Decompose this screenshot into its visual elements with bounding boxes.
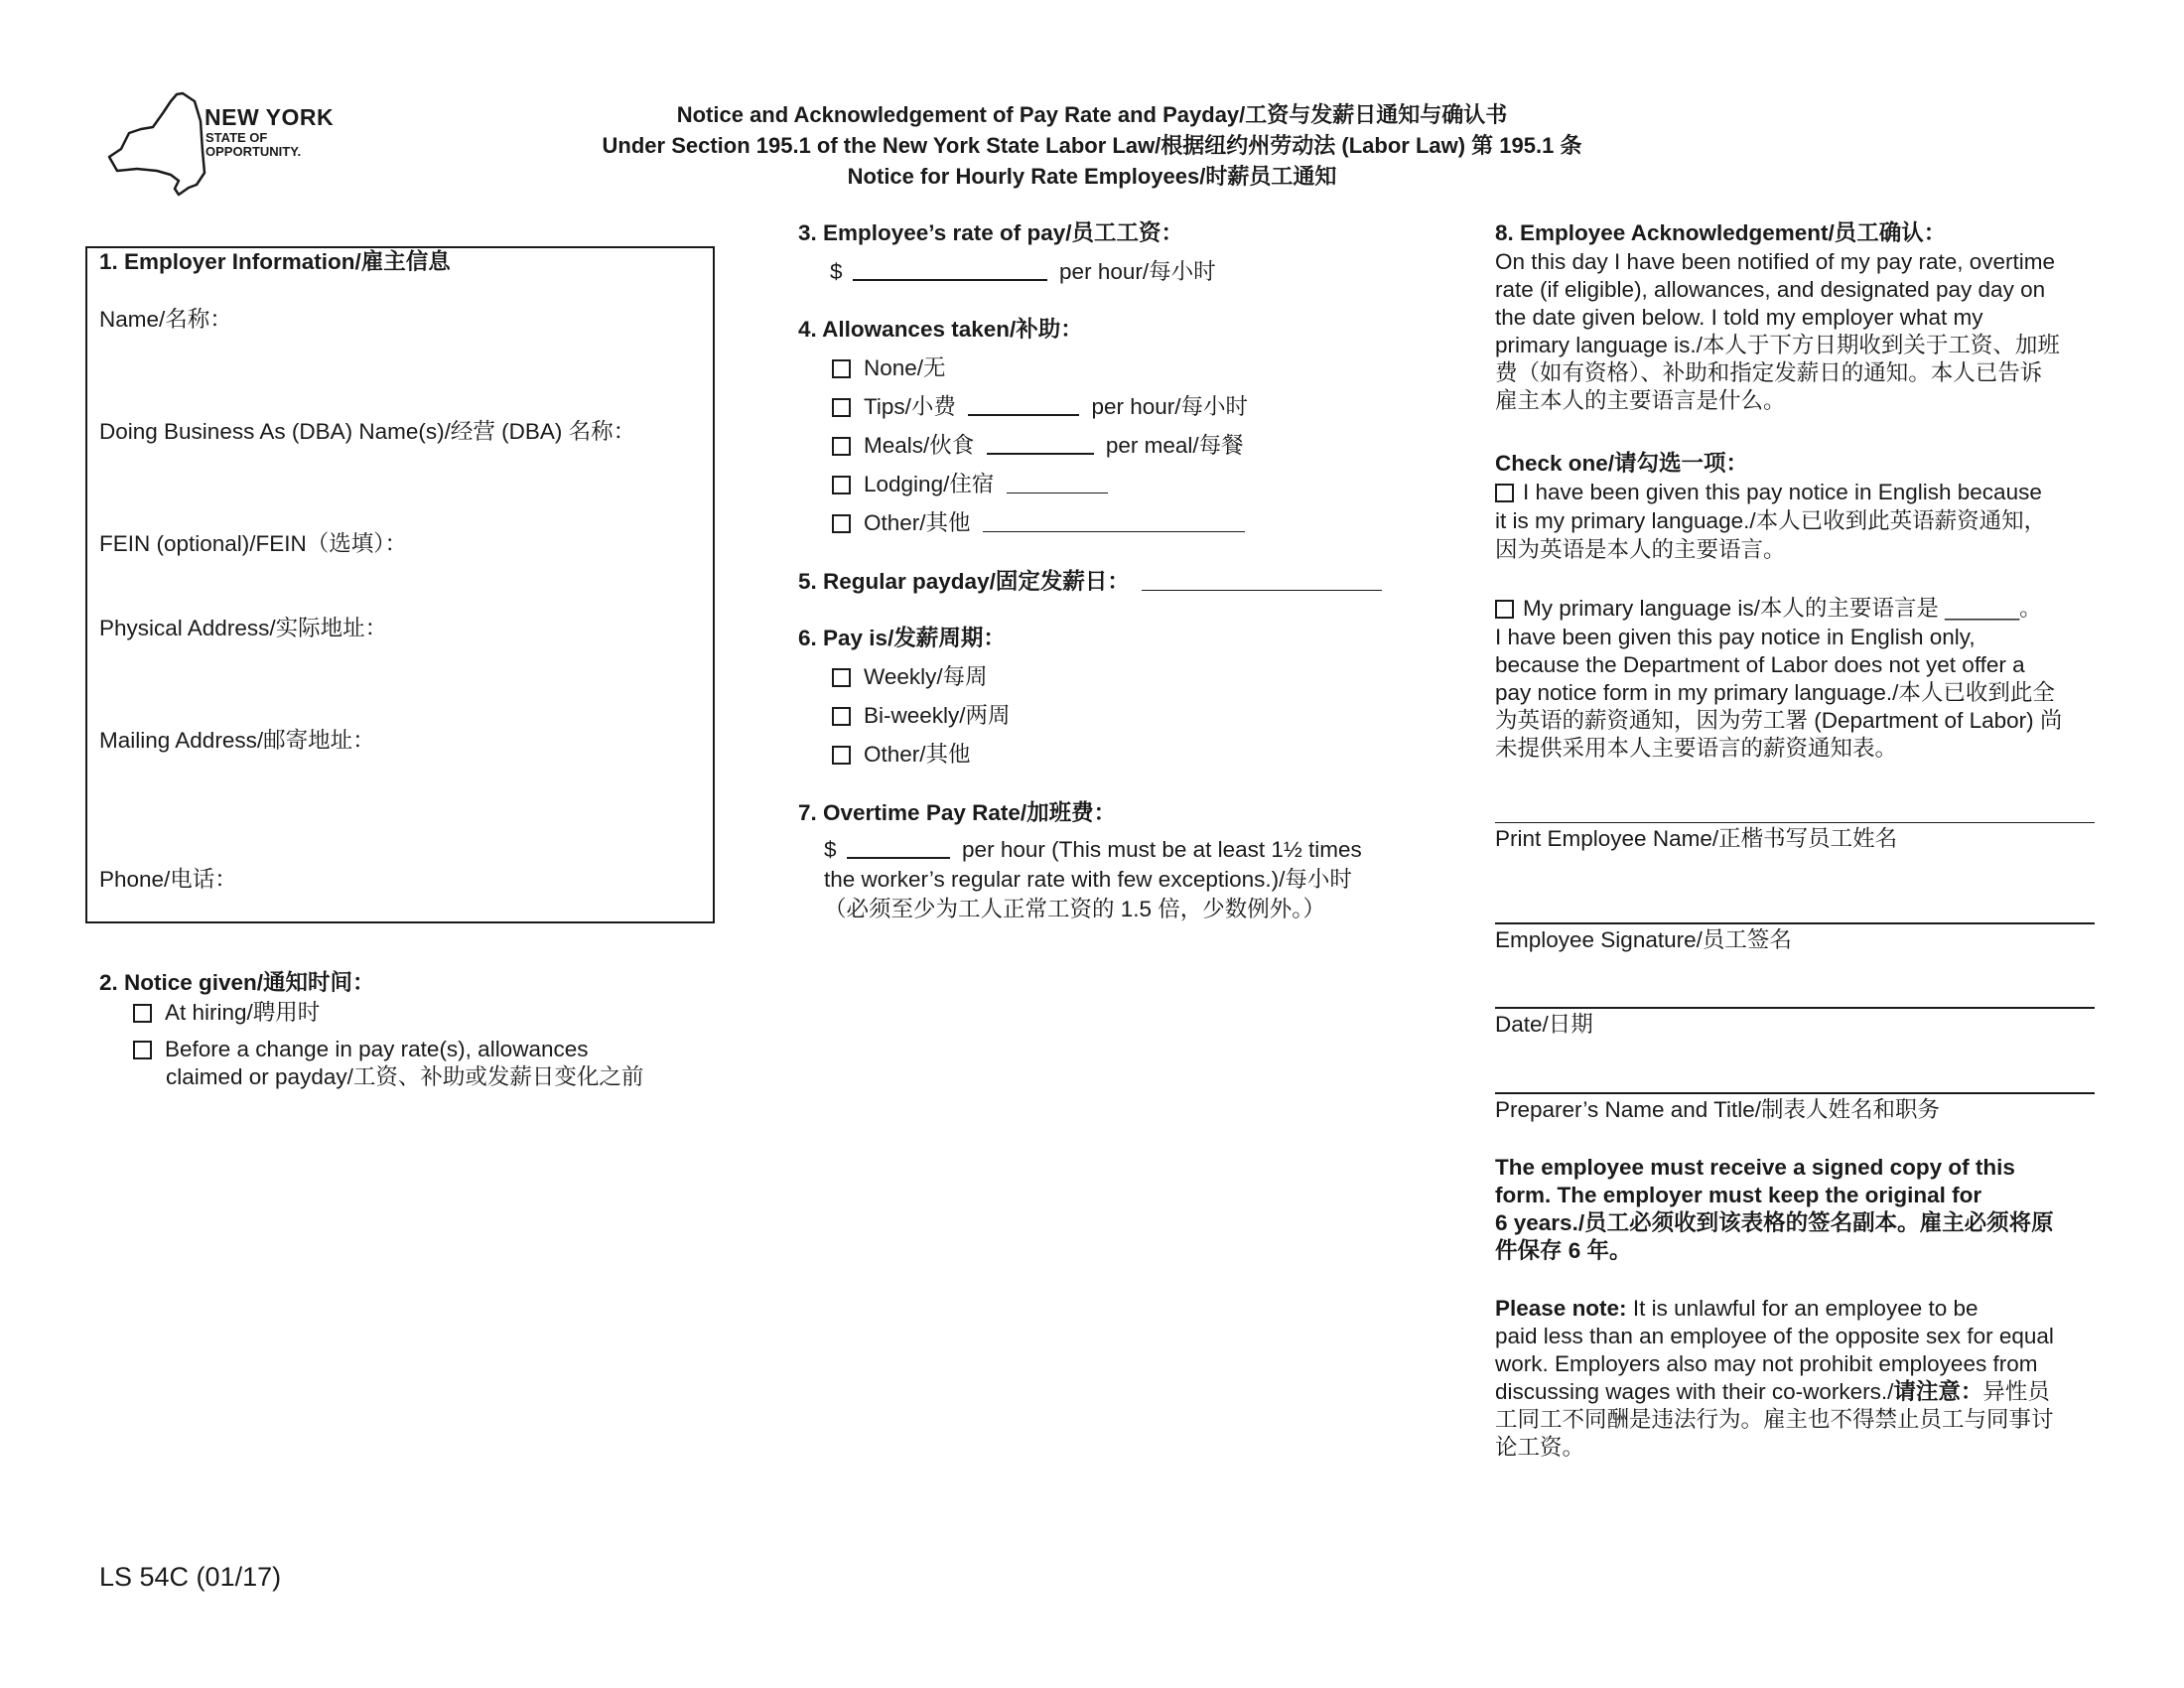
allowance-other-label: Other/其他 xyxy=(864,510,971,535)
equal-pay-note xyxy=(1495,1295,2054,1462)
allowance-lodging-checkbox[interactable] xyxy=(832,476,851,494)
overtime-rate-title: 7. Overtime Pay Rate/加班费： xyxy=(798,800,1117,825)
other-language-line: because the Department of Labor does not yet offer a xyxy=(1495,652,2025,677)
preparer-line[interactable] xyxy=(1495,1092,2095,1094)
other-language-line: 为英语的薪资通知，因为劳工署 (Department of Labor) 尚 xyxy=(1495,708,2063,733)
other-primary-language-checkbox[interactable] xyxy=(1495,600,1514,619)
rate-of-pay-input[interactable] xyxy=(853,259,1047,281)
allowance-lodging-option[interactable] xyxy=(832,471,1108,498)
allowance-none-checkbox[interactable] xyxy=(832,359,851,378)
allowance-none-label: None/无 xyxy=(864,355,946,380)
employer-information-box xyxy=(85,246,715,923)
allowance-meals-option[interactable] xyxy=(832,432,1244,460)
check-one-title: Check one/请勾选一项： xyxy=(1495,451,1749,476)
logo-subtitle-2: OPPORTUNITY. xyxy=(205,144,302,159)
header-notice-type: Notice for Hourly Rate Employees/时薪员工通知 xyxy=(847,164,1337,189)
other-primary-language-details xyxy=(1495,624,2062,763)
allowance-tips-option[interactable] xyxy=(832,393,1248,421)
acknowledgement-line: On this day I have been notified of my pay rate, overtime xyxy=(1495,249,2056,274)
acknowledgement-line: primary language is./本人于下方日期收到关于工资、加班 xyxy=(1495,333,2060,357)
employer-phone-field[interactable]: Phone/电话： xyxy=(99,867,237,892)
acknowledgement-line: 费（如有资格）、补助和指定发薪日的通知。本人已告诉 xyxy=(1495,360,2043,385)
allowance-other-checkbox[interactable] xyxy=(832,514,851,533)
at-hiring-checkbox[interactable] xyxy=(133,1004,152,1023)
date-label: Date/日期 xyxy=(1495,1012,1593,1037)
employer-name-field[interactable]: Name/名称： xyxy=(99,307,232,332)
regular-payday-row xyxy=(798,568,1382,596)
other-language-line: I have been given this pay notice in English only, xyxy=(1495,625,1976,649)
employer-mailing-address-field[interactable]: Mailing Address/邮寄地址： xyxy=(99,728,375,753)
notice-given-title: 2. Notice given/通知时间： xyxy=(99,970,375,995)
note-text: discussing wages with their co-workers./ xyxy=(1495,1379,1894,1404)
note-label: Please note: xyxy=(1495,1296,1627,1321)
rate-unit-label: per hour/每小时 xyxy=(1059,259,1216,284)
rate-of-pay-row xyxy=(830,258,1216,286)
form-id: LS 54C (01/17) xyxy=(99,1562,282,1592)
header-title: Notice and Acknowledgement of Pay Rate and Payday/工资与发薪日通知与确认书 xyxy=(676,102,1508,127)
before-change-label-continued: claimed or payday/工资、补助或发薪日变化之前 xyxy=(166,1064,644,1089)
rate-of-pay-title: 3. Employee’s rate of pay/员工工资： xyxy=(798,220,1184,245)
other-primary-language-label: My primary language is/本人的主要语言是 ______。 xyxy=(1523,596,2042,621)
pay-frequency-title: 6. Pay is/发薪周期： xyxy=(798,626,1006,650)
copy-notice-line: 件保存 6 年。 xyxy=(1495,1238,1632,1263)
overtime-rate-text: per hour (This must be at least 1½ times xyxy=(962,837,1362,862)
note-line xyxy=(1495,1295,2054,1323)
logo-subtitle-1: STATE OF xyxy=(205,130,268,145)
allowance-meals-checkbox[interactable] xyxy=(832,437,851,456)
notice-at-hiring-option[interactable] xyxy=(133,999,320,1027)
lodging-amount-input[interactable] xyxy=(1007,473,1108,493)
acknowledgement-line: 雇主本人的主要语言是什么。 xyxy=(1495,388,1786,413)
english-primary-label: I have been given this pay notice in English because xyxy=(1523,480,2042,504)
copy-notice-line: form. The employer must keep the original for xyxy=(1495,1183,1982,1207)
acknowledgement-line: the date given below. I told my employer what my xyxy=(1495,305,1983,330)
date-line[interactable] xyxy=(1495,1007,2095,1009)
other-language-line: 未提供采用本人主要语言的薪资通知表。 xyxy=(1495,736,1898,761)
before-change-checkbox[interactable] xyxy=(133,1041,152,1059)
pay-biweekly-option[interactable] xyxy=(832,702,1011,730)
nys-logo xyxy=(107,91,345,197)
notice-before-change-option[interactable] xyxy=(133,1036,589,1063)
allowance-meals-label: Meals/伙食 xyxy=(864,433,975,458)
overtime-dollar-sign: $ xyxy=(824,837,837,862)
allowance-tips-label: Tips/小费 xyxy=(864,394,956,419)
allowance-lodging-label: Lodging/住宿 xyxy=(864,472,995,496)
other-language-line: pay notice form in my primary language./本人已收到此全 xyxy=(1495,680,2055,705)
header-subtitle: Under Section 195.1 of the New York State Labor Law/根据纽约州劳动法 (Labor Law) 第 195.1 条 xyxy=(602,133,1582,158)
overtime-rate-text-line3: （必须至少为工人正常工资的 1.5 倍，少数例外。） xyxy=(824,897,1326,921)
note-text: It is unlawful for an employee to be xyxy=(1626,1296,1979,1321)
employee-acknowledgement-title: 8. Employee Acknowledgement/员工确认： xyxy=(1495,220,1947,245)
overtime-rate-text-line2: the worker’s regular rate with few exceptions.)/每小时 xyxy=(824,867,1352,892)
logo-title: NEW YORK xyxy=(205,104,335,130)
note-cn-label: 请注意： xyxy=(1893,1379,1983,1404)
acknowledgement-line: rate (if eligible), allowances, and designated pay day on xyxy=(1495,277,2046,302)
allowance-tips-checkbox[interactable] xyxy=(832,398,851,417)
preparer-name-title-label: Preparer’s Name and Title/制表人姓名和职务 xyxy=(1495,1097,1941,1122)
pay-biweekly-label: Bi-weekly/两周 xyxy=(864,703,1011,728)
copy-notice-line: 6 years./员工必须收到该表格的签名副本。雇主必须将原 xyxy=(1495,1210,2054,1235)
signed-copy-notice xyxy=(1495,1154,2054,1265)
print-name-line[interactable] xyxy=(1495,822,2095,823)
english-primary-label-line3: 因为英语是本人的主要语言。 xyxy=(1495,537,1786,562)
employee-signature-label: Employee Signature/员工签名 xyxy=(1495,927,1792,952)
employer-fein-field[interactable]: FEIN (optional)/FEIN（选填）： xyxy=(99,531,408,556)
regular-payday-title: 5. Regular payday/固定发薪日： xyxy=(798,569,1130,594)
pay-biweekly-checkbox[interactable] xyxy=(832,707,851,726)
employee-signature-line[interactable] xyxy=(1495,922,2095,924)
allowance-other-option[interactable] xyxy=(832,509,1245,537)
pay-other-label: Other/其他 xyxy=(864,742,971,767)
note-text: 异性员 xyxy=(1982,1379,2050,1404)
english-primary-checkbox[interactable] xyxy=(1495,484,1514,502)
page-header xyxy=(357,99,1827,192)
meals-amount-input[interactable] xyxy=(987,433,1094,455)
pay-other-option[interactable] xyxy=(832,741,971,769)
allowance-other-input[interactable] xyxy=(983,511,1245,532)
copy-notice-line: The employee must receive a signed copy of this xyxy=(1495,1155,2015,1180)
note-line: paid less than an employee of the opposite sex for equal xyxy=(1495,1324,2054,1348)
employer-physical-address-field[interactable]: Physical Address/实际地址： xyxy=(99,616,388,640)
pay-other-checkbox[interactable] xyxy=(832,746,851,765)
english-primary-option[interactable] xyxy=(1495,479,2042,506)
pay-weekly-checkbox[interactable] xyxy=(832,668,851,687)
before-change-label: Before a change in pay rate(s), allowances xyxy=(165,1037,589,1061)
employer-dba-field[interactable]: Doing Business As (DBA) Name(s)/经营 (DBA) 名称： xyxy=(99,419,636,444)
new-york-state-map-icon xyxy=(107,91,206,197)
rate-dollar-sign: $ xyxy=(830,259,843,284)
allowance-none-option[interactable] xyxy=(832,354,946,382)
allowances-title: 4. Allowances taken/补助： xyxy=(798,317,1083,342)
english-primary-label-line2: it is my primary language./本人已收到此英语薪资通知， xyxy=(1495,508,2047,533)
print-employee-name-label: Print Employee Name/正楷书写员工姓名 xyxy=(1495,826,1898,851)
pay-weekly-label: Weekly/每周 xyxy=(864,664,988,689)
employer-information-title: 1. Employer Information/雇主信息 xyxy=(99,249,451,274)
note-line: work. Employers also may not prohibit employees from xyxy=(1495,1351,2038,1376)
acknowledgement-body xyxy=(1495,248,2060,415)
note-line: 工同工不同酬是违法行为。雇主也不得禁止员工与同事讨 xyxy=(1495,1407,2054,1432)
note-line: 论工资。 xyxy=(1495,1435,1585,1460)
tips-unit-label: per hour/每小时 xyxy=(1091,394,1249,419)
tips-amount-input[interactable] xyxy=(968,394,1079,416)
pay-weekly-option[interactable] xyxy=(832,663,988,691)
other-primary-language-option[interactable] xyxy=(1495,595,2042,623)
regular-payday-input[interactable] xyxy=(1142,570,1382,591)
at-hiring-label: At hiring/聘用时 xyxy=(165,1000,321,1025)
note-line xyxy=(1495,1378,2054,1406)
overtime-rate-input[interactable] xyxy=(847,837,950,859)
overtime-rate-row xyxy=(824,836,1362,864)
meals-unit-label: per meal/每餐 xyxy=(1105,433,1244,458)
